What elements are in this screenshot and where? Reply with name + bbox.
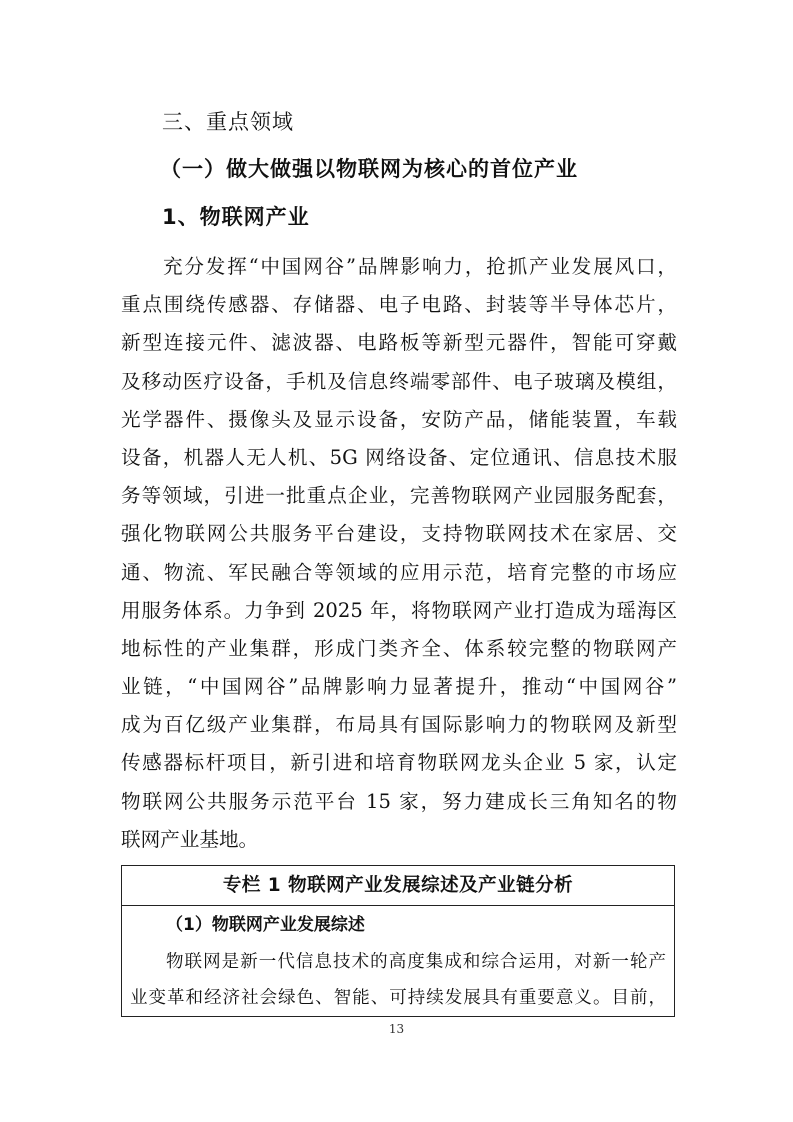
- paragraph-line: 充分发挥“中国网谷”品牌影响力，抢抓产业发展风口，: [163, 255, 677, 278]
- paragraph-line: 设备，机器人无人机、5G 网络设备、定位通讯、信息技术服: [121, 445, 677, 469]
- paragraph-line: 强化物联网公共服务平台建设，支持物联网技术在家居、交: [121, 522, 677, 546]
- item-heading: 1、物联网产业: [162, 205, 310, 229]
- paragraph-line: 重点围绕传感器、存储器、电子电路、封装等半导体芯片，: [121, 293, 677, 317]
- box-subtitle: （1）物联网产业发展综述: [166, 915, 365, 935]
- body-paragraph: [121, 248, 677, 859]
- paragraph-line: 务等领域，引进一批重点企业，完善物联网产业园服务配套，: [121, 484, 677, 508]
- subsection-heading: （一）做大做强以物联网为核心的首位产业: [160, 157, 578, 181]
- paragraph-line: 物联网公共服务示范平台 15 家，努力建成长三角知名的物: [121, 789, 677, 813]
- paragraph-line: 成为百亿级产业集群，布局具有国际影响力的物联网及新型: [121, 713, 677, 737]
- page-number: 13: [388, 1022, 405, 1036]
- paragraph-line: 联网产业基地。: [121, 827, 259, 851]
- box-title: 专栏 1 物联网产业发展综述及产业链分析: [122, 866, 674, 906]
- paragraph-line: 用服务体系。力争到 2025 年，将物联网产业打造成为瑶海区: [121, 598, 677, 622]
- paragraph-line: 新型连接元件、滤波器、电路板等新型元器件，智能可穿戴: [121, 331, 677, 355]
- box-line: 物联网是新一代信息技术的高度集成和综合运用，对新一轮产: [166, 952, 666, 972]
- box-body: [122, 906, 674, 1016]
- section-heading: 三、重点领域: [162, 110, 294, 134]
- feature-box: [121, 865, 675, 1017]
- box-line: 业变革和经济社会绿色、智能、可持续发展具有重要意义。目前，: [130, 988, 666, 1008]
- paragraph-line: 地标性的产业集群，形成门类齐全、体系较完整的物联网产: [121, 636, 677, 660]
- paragraph-line: 传感器标杆项目，新引进和培育物联网龙头企业 5 家，认定: [121, 751, 677, 775]
- paragraph-line: 光学器件、摄像头及显示设备，安防产品，储能装置，车载: [121, 407, 677, 431]
- paragraph-line: 通、物流、军民融合等领域的应用示范，培育完整的市场应: [121, 560, 677, 584]
- paragraph-line: 业链，“中国网谷”品牌影响力显著提升，推动“中国网谷”: [121, 675, 677, 699]
- paragraph-line: 及移动医疗设备，手机及信息终端零部件、电子玻璃及模组，: [121, 369, 677, 393]
